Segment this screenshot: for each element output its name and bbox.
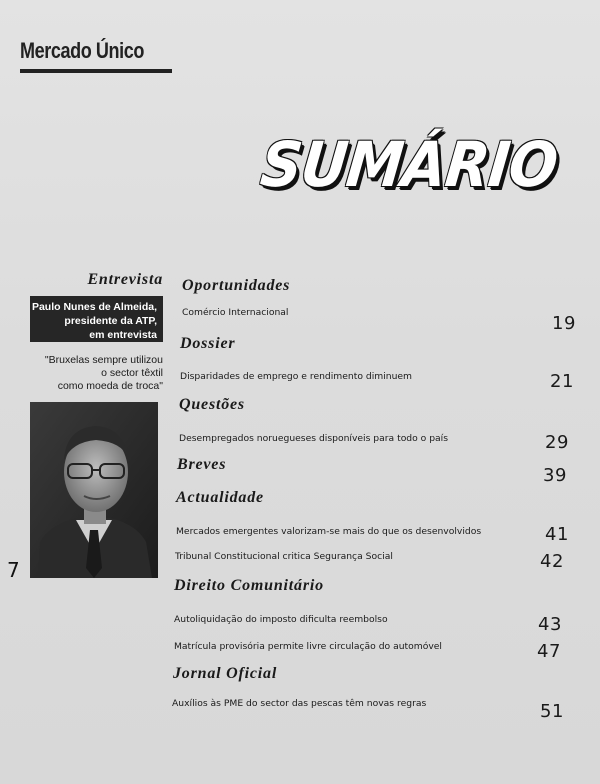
section-heading-actualidade: Actualidade bbox=[176, 489, 264, 506]
toc-page-number: 21 bbox=[550, 371, 574, 392]
magazine-section-title: Mercado Único bbox=[20, 38, 144, 63]
toc-page-number: 42 bbox=[540, 551, 564, 572]
section-heading-breves[interactable]: Breves bbox=[177, 456, 227, 473]
interview-label: Entrevista bbox=[87, 271, 163, 288]
section-heading-jornal-oficial: Jornal Oficial bbox=[173, 665, 278, 682]
interviewee-name-line: em entrevista bbox=[89, 329, 157, 341]
toc-page-number: 51 bbox=[540, 701, 564, 722]
section-heading-oportunidades: Oportunidades bbox=[182, 277, 291, 294]
section-title-underline bbox=[20, 69, 172, 73]
interviewee-name-line: presidente da ATP, bbox=[64, 315, 157, 327]
quote-line: "Bruxelas sempre utilizou bbox=[44, 354, 163, 366]
toc-page-number: 19 bbox=[552, 313, 576, 334]
toc-page-number: 41 bbox=[545, 524, 569, 545]
interviewee-box[interactable] bbox=[30, 296, 163, 342]
quote-line: como moeda de troca" bbox=[57, 380, 163, 392]
quote-line: o sector têxtil bbox=[101, 367, 163, 379]
toc-entry[interactable]: Mercados emergentes valorizam-se mais do que os desenvolvidos bbox=[176, 526, 482, 537]
interview-page-number: 7 bbox=[7, 558, 20, 582]
section-heading-direito-comunitario: Direito Comunitário bbox=[174, 577, 324, 594]
toc-entry[interactable]: Tribunal Constitucional critica Segurança Social bbox=[175, 551, 393, 562]
toc-page-number: 39 bbox=[543, 465, 567, 486]
toc-page-number: 43 bbox=[538, 614, 562, 635]
toc-entry[interactable]: Autoliquidação do imposto dificulta reembolso bbox=[174, 614, 388, 625]
toc-page-number: 47 bbox=[537, 641, 561, 662]
toc-page-number: 29 bbox=[545, 432, 569, 453]
toc-entry[interactable]: Auxílios às PME do sector das pescas têm novas regras bbox=[172, 698, 427, 709]
toc-entry[interactable]: Desempregados noruegueses disponíveis para todo o país bbox=[179, 433, 449, 444]
interviewee-photo[interactable] bbox=[30, 402, 158, 578]
toc-entry[interactable]: Matrícula provisória permite livre circulação do automóvel bbox=[174, 641, 442, 652]
toc-entry[interactable]: Comércio Internacional bbox=[182, 307, 289, 318]
toc-entry[interactable]: Disparidades de emprego e rendimento diminuem bbox=[180, 371, 413, 382]
page-title: SUMÁRIO bbox=[257, 128, 561, 201]
interviewee-name-line: Paulo Nunes de Almeida, bbox=[31, 301, 157, 313]
interview-quote bbox=[20, 354, 163, 393]
section-heading-questoes: Questões bbox=[179, 396, 245, 413]
section-heading-dossier: Dossier bbox=[180, 335, 236, 352]
